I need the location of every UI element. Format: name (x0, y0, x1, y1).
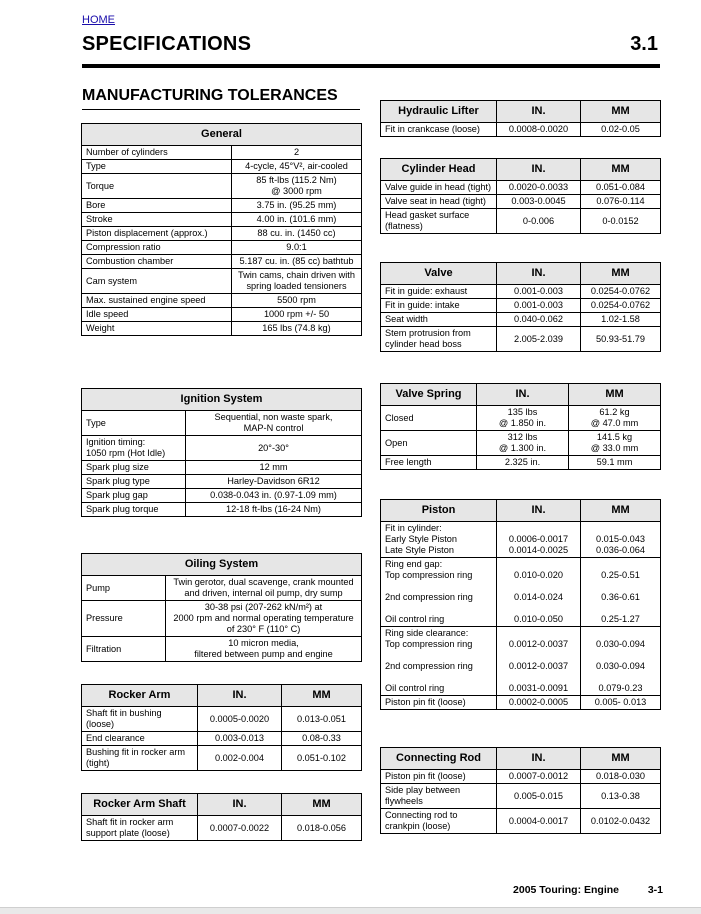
footer-title: 2005 Touring: Engine (513, 884, 619, 896)
section-number: 3.1 (630, 33, 658, 55)
rocker-arm-shaft-table (81, 793, 362, 841)
table-row (82, 269, 362, 294)
spec-label: Bushing fit in rocker arm (tight) (82, 746, 198, 771)
spec-value-mm: 0.08-0.33 (282, 732, 362, 746)
spec-label: Free length (381, 456, 477, 470)
spec-value-mm: 0.051-0.084 (581, 181, 661, 195)
spec-label: Pressure (82, 601, 166, 637)
spec-label: Valve seat in head (tight) (381, 195, 497, 209)
valve-table (380, 262, 661, 352)
table-row (82, 241, 362, 255)
spec-value-mm: 61.2 kg @ 47.0 mm (569, 406, 661, 431)
table-row (82, 411, 362, 436)
spec-value: 165 lbs (74.8 kg) (232, 322, 362, 336)
table-row (381, 299, 661, 313)
table-title: General (82, 124, 362, 146)
column-header-mm: MM (282, 794, 362, 816)
spec-value-in: 0.0012-0.0037 0.0012-0.0037 0.0031-0.0091 (497, 627, 581, 696)
spec-value: 5500 rpm (232, 294, 362, 308)
table-row (381, 696, 661, 710)
spec-label: Filtration (82, 637, 166, 662)
spec-label: Cam system (82, 269, 232, 294)
table-row (381, 313, 661, 327)
spec-value: 0.038-0.043 in. (0.97-1.09 mm) (186, 489, 362, 503)
spec-value: 1000 rpm +/- 50 (232, 308, 362, 322)
column-header-mm: MM (581, 748, 661, 770)
spec-value-in: 0.0006-0.0017 0.0014-0.0025 (497, 522, 581, 558)
spec-label: Stroke (82, 213, 232, 227)
table-row (82, 146, 362, 160)
spec-label: Combustion chamber (82, 255, 232, 269)
spec-label: Shaft fit in bushing (loose) (82, 707, 198, 732)
table-row (82, 503, 362, 517)
spec-value-mm: 141.5 kg @ 33.0 mm (569, 431, 661, 456)
spec-value-mm: 1.02-1.58 (581, 313, 661, 327)
spec-value: 12-18 ft-lbs (16-24 Nm) (186, 503, 362, 517)
spec-value: 12 mm (186, 461, 362, 475)
table-row (82, 213, 362, 227)
table-title: Valve (381, 263, 497, 285)
table-row (381, 558, 661, 627)
table-row (381, 784, 661, 809)
spec-value: 9.0:1 (232, 241, 362, 255)
spec-value: 3.75 in. (95.25 mm) (232, 199, 362, 213)
spec-value-in: 0.003-0.013 (198, 732, 282, 746)
spec-label: Valve guide in head (tight) (381, 181, 497, 195)
table-row (82, 746, 362, 771)
table-title: Piston (381, 500, 497, 522)
column-header-mm: MM (569, 384, 661, 406)
spec-value-in: 0.0004-0.0017 (497, 809, 581, 834)
spec-value: Twin cams, chain driven with spring loaded tensioners (232, 269, 362, 294)
spec-label: Fit in crankcase (loose) (381, 123, 497, 137)
spec-value: 4.00 in. (101.6 mm) (232, 213, 362, 227)
spec-value: 30-38 psi (207-262 kN/m²) at 2000 rpm and normal operating temperature of 230° F (110° C) (166, 601, 362, 637)
spec-label: Ignition timing: 1050 rpm (Hot Idle) (82, 436, 186, 461)
spec-value-in: 2.005-2.039 (497, 327, 581, 352)
table-row (82, 255, 362, 269)
spec-value-mm: 0.030-0.094 0.030-0.094 0.079-0.23 (581, 627, 661, 696)
spec-value-in: 0.010-0.020 0.014-0.024 0.010-0.050 (497, 558, 581, 627)
table-row (381, 456, 661, 470)
table-header-row (381, 263, 661, 285)
table-title: Rocker Arm (82, 685, 198, 707)
rocker-arm-table (81, 684, 362, 771)
spec-label: Number of cylinders (82, 146, 232, 160)
spec-label: Type (82, 160, 232, 174)
spec-value-mm: 0.013-0.051 (282, 707, 362, 732)
oiling-system-table (81, 553, 362, 662)
column-header-in: IN. (497, 159, 581, 181)
page-title: SPECIFICATIONS (82, 33, 252, 55)
table-row (82, 199, 362, 213)
table-title: Cylinder Head (381, 159, 497, 181)
table-row (82, 160, 362, 174)
spec-label: Stem protrusion from cylinder head boss (381, 327, 497, 352)
column-header-in: IN. (497, 101, 581, 123)
spec-label: Compression ratio (82, 241, 232, 255)
table-row (381, 770, 661, 784)
spec-value-in: 0.0020-0.0033 (497, 181, 581, 195)
column-header-mm: MM (581, 263, 661, 285)
column-header-mm: MM (282, 685, 362, 707)
column-header-in: IN. (497, 748, 581, 770)
spec-label: Closed (381, 406, 477, 431)
spec-value-in: 0-0.006 (497, 209, 581, 234)
table-row (82, 174, 362, 199)
column-header-in: IN. (497, 500, 581, 522)
spec-label: Spark plug torque (82, 503, 186, 517)
spec-label: Bore (82, 199, 232, 213)
spec-value: Sequential, non waste spark, MAP-N control (186, 411, 362, 436)
spec-value-in: 0.003-0.0045 (497, 195, 581, 209)
spec-label: Ring side clearance: Top compression ring 2nd compression ring Oil control ring (381, 627, 497, 696)
table-row (381, 209, 661, 234)
spec-label: Fit in guide: intake (381, 299, 497, 313)
spec-value-in: 135 lbs @ 1.850 in. (477, 406, 569, 431)
table-header-row (82, 685, 362, 707)
column-header-mm: MM (581, 101, 661, 123)
table-title: Valve Spring (381, 384, 477, 406)
spec-label: End clearance (82, 732, 198, 746)
section-rule (82, 109, 360, 110)
spec-value-mm: 0.051-0.102 (282, 746, 362, 771)
spec-value-mm: 0.005- 0.013 (581, 696, 661, 710)
spec-label: Connecting rod to crankpin (loose) (381, 809, 497, 834)
spec-value-mm: 0.0254-0.0762 (581, 285, 661, 299)
spec-label: Piston pin fit (loose) (381, 696, 497, 710)
spec-value-in: 0.0008-0.0020 (497, 123, 581, 137)
spec-value: 2 (232, 146, 362, 160)
table-row (381, 285, 661, 299)
spec-value: Harley-Davidson 6R12 (186, 475, 362, 489)
spec-label: Spark plug gap (82, 489, 186, 503)
table-row (381, 195, 661, 209)
cylinder-head-table (380, 158, 661, 234)
table-title: Hydraulic Lifter (381, 101, 497, 123)
spec-label: Torque (82, 174, 232, 199)
spec-value-in: 0.001-0.003 (497, 285, 581, 299)
connecting-rod-table (380, 747, 661, 834)
table-row (82, 475, 362, 489)
table-row (381, 123, 661, 137)
spec-value-in: 2.325 in. (477, 456, 569, 470)
spec-label: Pump (82, 576, 166, 601)
spec-value: 10 micron media, filtered between pump and engine (166, 637, 362, 662)
spec-label: Spark plug size (82, 461, 186, 475)
table-row (82, 732, 362, 746)
spec-label: Piston displacement (approx.) (82, 227, 232, 241)
spec-value-in: 0.0007-0.0022 (198, 816, 282, 841)
spec-label: Type (82, 411, 186, 436)
table-row (82, 308, 362, 322)
spec-value-mm: 0.015-0.043 0.036-0.064 (581, 522, 661, 558)
spec-value: 4-cycle, 45°V², air-cooled (232, 160, 362, 174)
table-header-row (381, 159, 661, 181)
spec-label: Max. sustained engine speed (82, 294, 232, 308)
hydraulic-lifter-table (380, 100, 661, 137)
table-row (381, 431, 661, 456)
spec-value-mm: 0.0102-0.0432 (581, 809, 661, 834)
table-header-row (381, 101, 661, 123)
column-header-in: IN. (477, 384, 569, 406)
spec-value-mm: 0.13-0.38 (581, 784, 661, 809)
table-title: Rocker Arm Shaft (82, 794, 198, 816)
table-row (82, 227, 362, 241)
spec-label: Seat width (381, 313, 497, 327)
column-header-in: IN. (497, 263, 581, 285)
spec-value: 85 ft-lbs (115.2 Nm) @ 3000 rpm (232, 174, 362, 199)
table-row (82, 461, 362, 475)
spec-value-mm: 0.0254-0.0762 (581, 299, 661, 313)
table-row (82, 294, 362, 308)
spec-value: 20°-30° (186, 436, 362, 461)
spec-value: 5.187 cu. in. (85 cc) bathtub (232, 255, 362, 269)
piston-table (380, 499, 661, 710)
spec-label: Head gasket surface (flatness) (381, 209, 497, 234)
spec-value: Twin gerotor, dual scavenge, crank mounted and driven, internal oil pump, dry sump (166, 576, 362, 601)
table-row (381, 522, 661, 558)
table-header-row (381, 500, 661, 522)
table-row (381, 327, 661, 352)
spec-label: Idle speed (82, 308, 232, 322)
table-row (381, 181, 661, 195)
spec-value-mm: 0.25-0.51 0.36-0.61 0.25-1.27 (581, 558, 661, 627)
spec-value-mm: 0.076-0.114 (581, 195, 661, 209)
table-row (82, 436, 362, 461)
spec-label: Shaft fit in rocker arm support plate (loose) (82, 816, 198, 841)
title-rule (82, 64, 660, 68)
spec-value-in: 0.0005-0.0020 (198, 707, 282, 732)
column-header-mm: MM (581, 500, 661, 522)
spec-label: Spark plug type (82, 475, 186, 489)
table-row (82, 489, 362, 503)
table-row (381, 406, 661, 431)
spec-label: Ring end gap: Top compression ring 2nd compression ring Oil control ring (381, 558, 497, 627)
table-row (82, 576, 362, 601)
ignition-system-table (81, 388, 362, 517)
table-header-row (82, 124, 362, 146)
table-title: Ignition System (82, 389, 362, 411)
spec-value-mm: 0-0.0152 (581, 209, 661, 234)
spec-value-mm: 50.93-51.79 (581, 327, 661, 352)
spec-value-in: 0.005-0.015 (497, 784, 581, 809)
table-title: Connecting Rod (381, 748, 497, 770)
home-link[interactable]: HOME (82, 14, 115, 26)
table-row (381, 627, 661, 696)
table-header-row (82, 389, 362, 411)
spec-label: Weight (82, 322, 232, 336)
table-row (381, 809, 661, 834)
spec-label: Open (381, 431, 477, 456)
table-row (82, 707, 362, 732)
spec-value-in: 0.001-0.003 (497, 299, 581, 313)
spec-value-mm: 0.02-0.05 (581, 123, 661, 137)
table-header-row (82, 554, 362, 576)
section-title: MANUFACTURING TOLERANCES (82, 87, 338, 104)
spec-label: Fit in cylinder: Early Style Piston Late Style Piston (381, 522, 497, 558)
table-row (82, 322, 362, 336)
spec-label: Fit in guide: exhaust (381, 285, 497, 299)
column-header-in: IN. (198, 794, 282, 816)
table-row (82, 637, 362, 662)
table-header-row (381, 384, 661, 406)
valve-spring-table (380, 383, 661, 470)
table-row (82, 816, 362, 841)
spec-value-in: 0.040-0.062 (497, 313, 581, 327)
table-header-row (381, 748, 661, 770)
spec-value-in: 0.002-0.004 (198, 746, 282, 771)
spec-value-in: 312 lbs @ 1.300 in. (477, 431, 569, 456)
spec-value-mm: 0.018-0.056 (282, 816, 362, 841)
spec-value-in: 0.0002-0.0005 (497, 696, 581, 710)
spec-value-in: 0.0007-0.0012 (497, 770, 581, 784)
column-header-in: IN. (198, 685, 282, 707)
table-row (82, 601, 362, 637)
spec-label: Side play between flywheels (381, 784, 497, 809)
spec-value: 88 cu. in. (1450 cc) (232, 227, 362, 241)
spec-value-mm: 0.018-0.030 (581, 770, 661, 784)
table-header-row (82, 794, 362, 816)
footer-page-number: 3-1 (647, 884, 663, 896)
column-header-mm: MM (581, 159, 661, 181)
spec-value-mm: 59.1 mm (569, 456, 661, 470)
general-table (81, 123, 362, 336)
table-title: Oiling System (82, 554, 362, 576)
spec-label: Piston pin fit (loose) (381, 770, 497, 784)
